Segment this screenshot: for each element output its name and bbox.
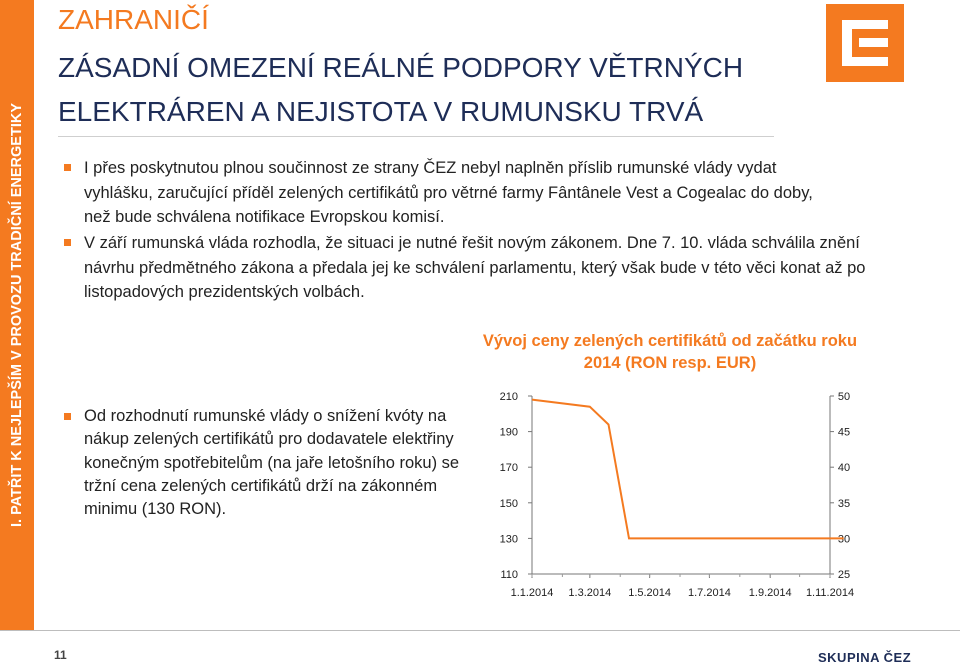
price-chart bbox=[480, 370, 880, 610]
bullet-item bbox=[84, 405, 464, 521]
left-tick-label: 170 bbox=[499, 462, 518, 475]
footer-divider bbox=[0, 630, 960, 631]
left-tick-label: 210 bbox=[499, 391, 518, 403]
x-tick-label: 1.5.2014 bbox=[628, 587, 672, 599]
chart-title: Vývoj ceny zelených certifikátů od začátku roku 2014 (RON resp. EUR) bbox=[482, 332, 858, 372]
bullet-square-icon bbox=[64, 164, 71, 171]
x-tick-label: 1.11.2014 bbox=[805, 587, 855, 599]
left-tick-label: 190 bbox=[499, 426, 518, 439]
x-tick-label: 1.1.2014 bbox=[510, 587, 554, 599]
page-title: ZAHRANIČÍ bbox=[58, 4, 209, 35]
right-tick-label: 30 bbox=[837, 533, 851, 546]
sidebar bbox=[0, 0, 34, 630]
footer-brand: SKUPINA ČEZ bbox=[818, 650, 912, 665]
bullet-square-icon bbox=[64, 413, 71, 420]
bullet-text: V září rumunská vláda rozhodla, že situaci je nutné řešit novým zákonem. Dne 7. 10. vláda schválila znění návrhu předmětného zákona a předala jej ke schválení parlamentu, který však bude v této věci konat až po listopadových prezidentských volbách. bbox=[84, 234, 866, 301]
right-tick-label: 40 bbox=[837, 462, 851, 475]
cez-logo bbox=[826, 4, 904, 82]
right-tick-label: 45 bbox=[837, 426, 851, 439]
left-tick-label: 150 bbox=[499, 497, 518, 510]
right-tick-label: 50 bbox=[837, 391, 851, 403]
x-tick-label: 1.3.2014 bbox=[568, 587, 612, 599]
bullet-text: I přes poskytnutou plnou součinnost ze strany ČEZ nebyl naplněn příslib rumunské vlády vydat vyhlášku, zaručující příděl zelených certifikátů pro větrné farmy Fântânele Vest a Cogealac do doby, než bude schválena notifikace Evropskou komisí. bbox=[84, 159, 813, 226]
x-tick-label: 1.7.2014 bbox=[688, 587, 731, 599]
right-tick-label: 25 bbox=[837, 569, 851, 581]
bullet-text: Od rozhodnutí rumunské vlády o snížení kvóty na nákup zelených certifikátů pro dodavatele elektřiny konečným spotřebitelům (na jaře letošního roku) se tržní cena zelených certifikátů drží na zákonném minimu (130 RON). bbox=[84, 407, 460, 519]
x-tick-label: 1.9.2014 bbox=[748, 587, 792, 599]
page-number: 11 bbox=[54, 648, 67, 662]
price-series-line bbox=[532, 400, 844, 539]
right-tick-label: 35 bbox=[837, 497, 851, 510]
bullet-item bbox=[84, 156, 814, 230]
bullet-item bbox=[84, 231, 884, 305]
bullet-square-icon bbox=[64, 239, 71, 246]
sidebar-label: I. PATŘIT K NEJLEPŠÍM V PROVOZU TRADIČNÍ ENERGETIKY bbox=[9, 102, 25, 528]
page-subtitle: ZÁSADNÍ OMEZENÍ REÁLNÉ PODPORY VĚTRNÝCH ELEKTRÁREN A NEJISTOTA V RUMUNSKU TRVÁ bbox=[58, 52, 744, 127]
title-divider bbox=[58, 136, 774, 137]
left-tick-label: 110 bbox=[500, 569, 518, 581]
left-tick-label: 130 bbox=[499, 533, 518, 546]
